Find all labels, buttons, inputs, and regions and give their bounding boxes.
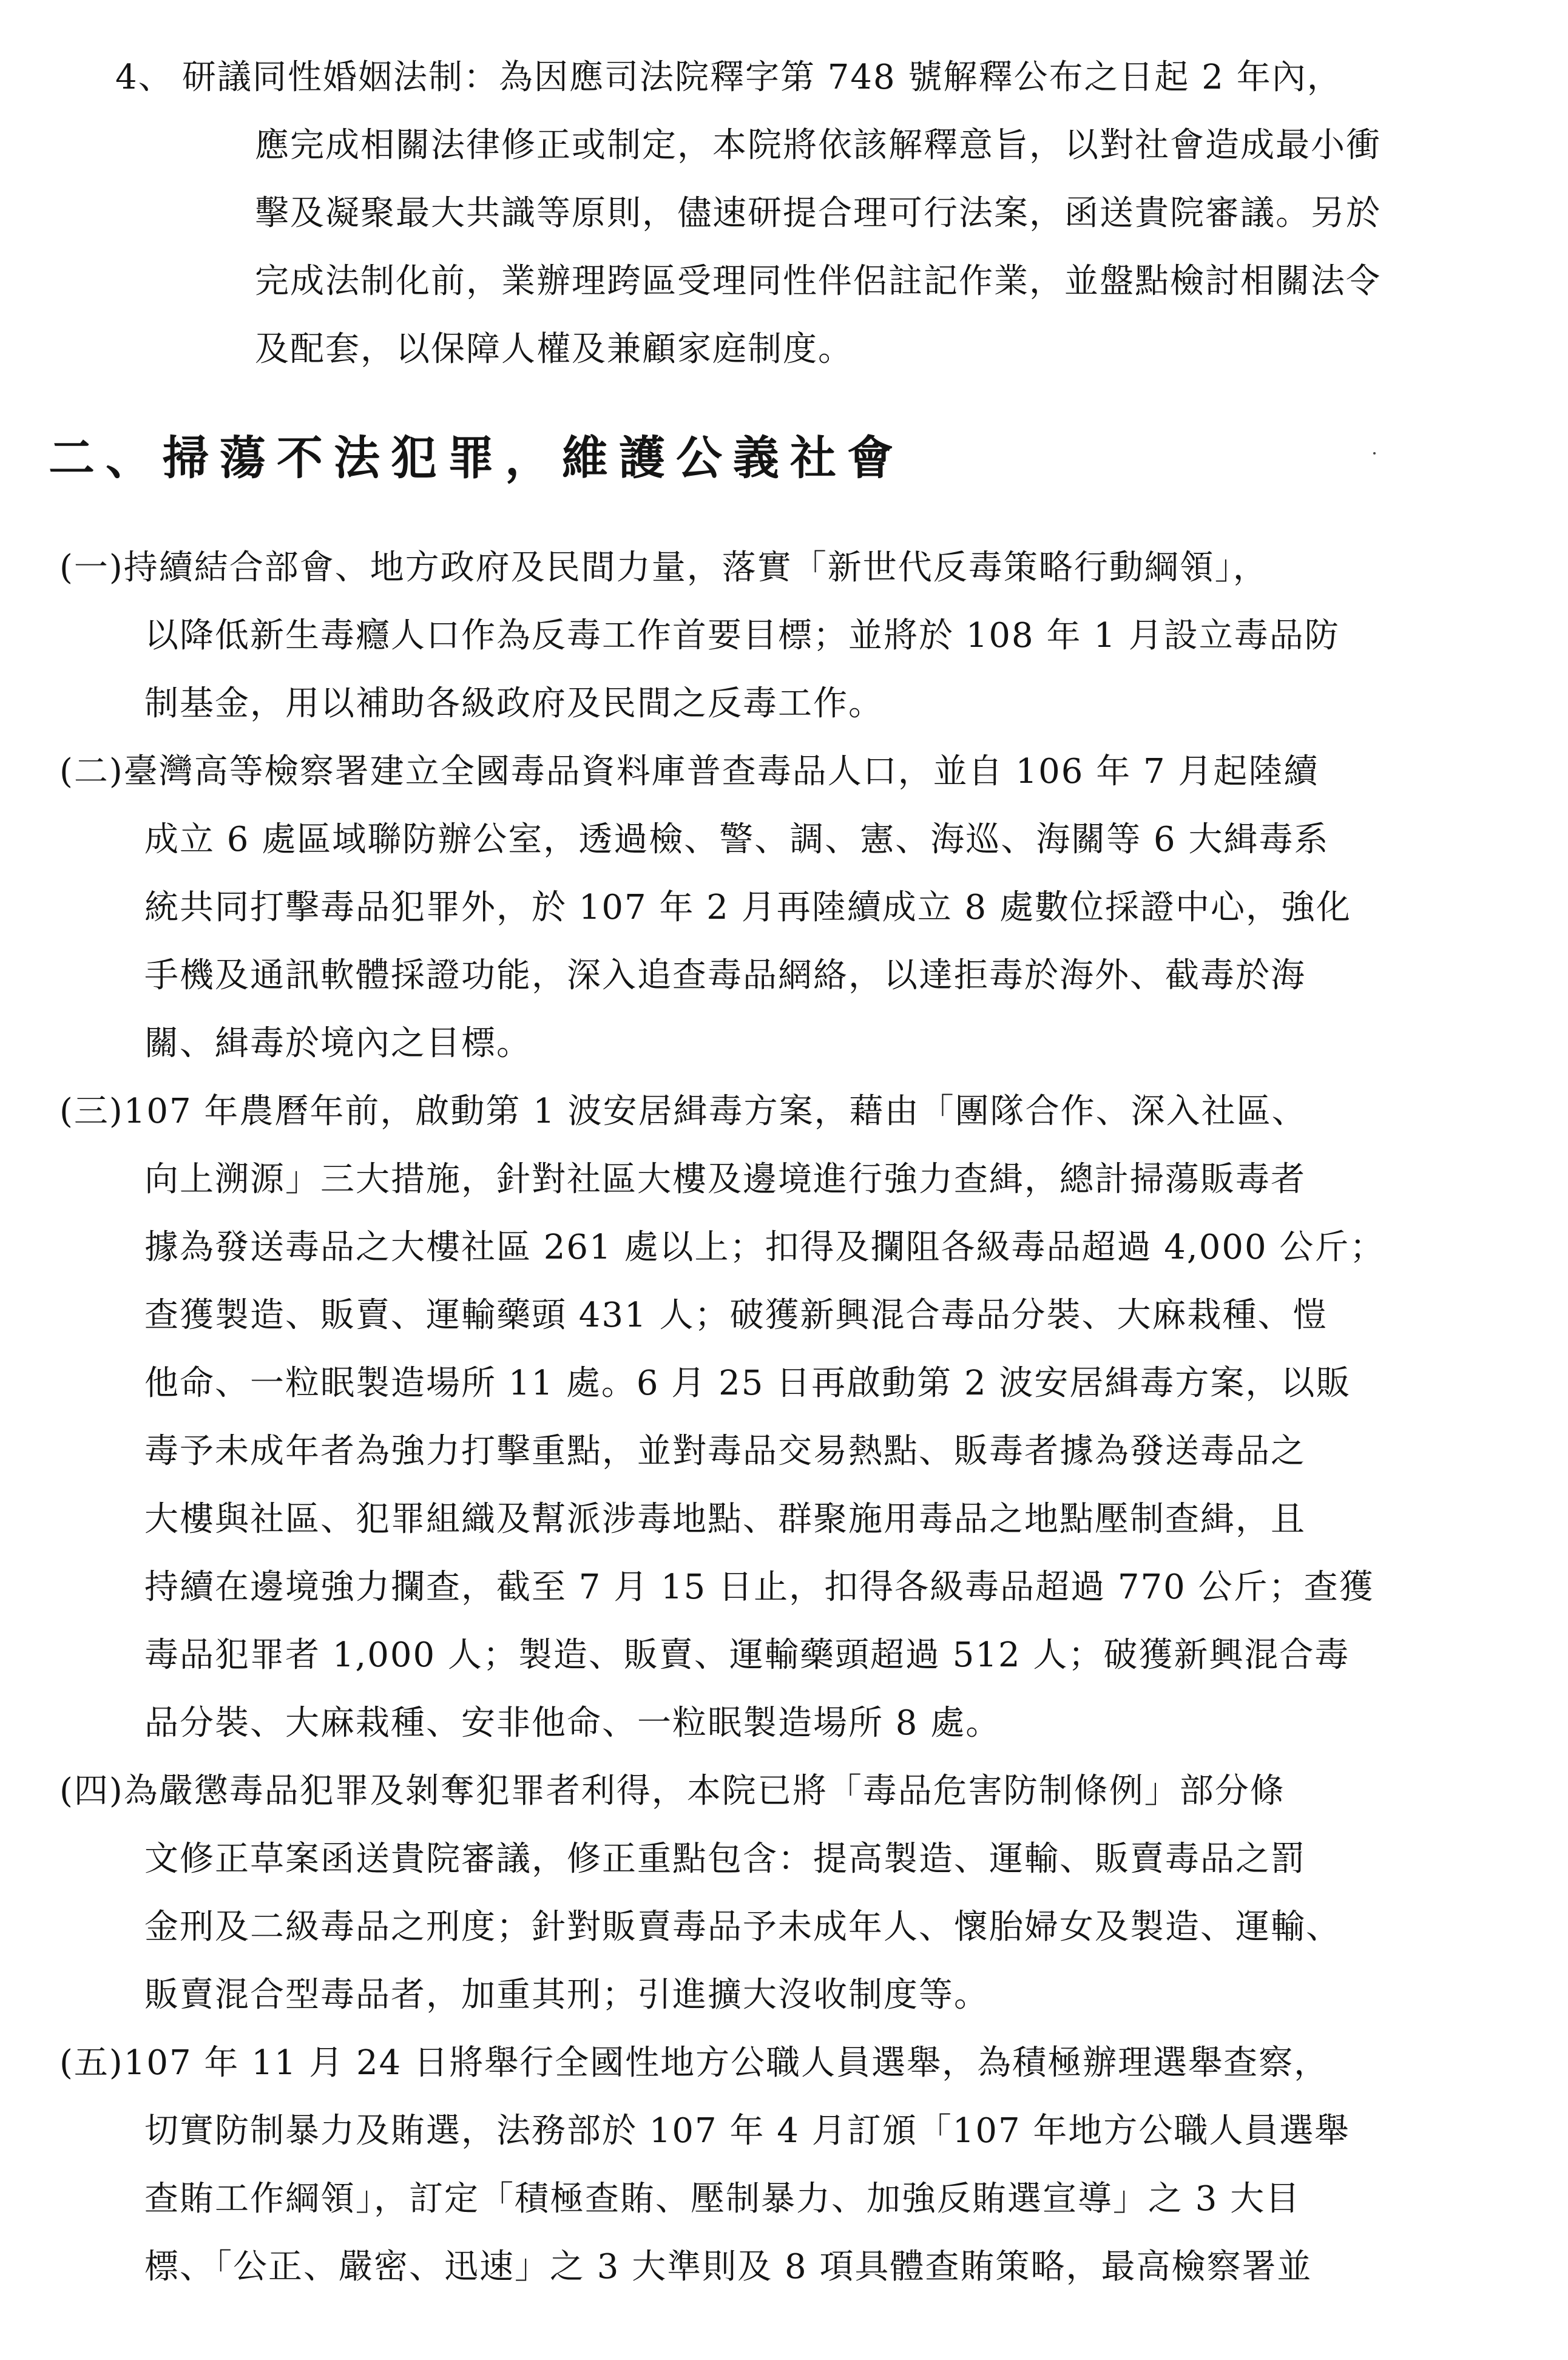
list-item-marker: (五): [59, 2043, 124, 2083]
text-line: 研議同性婚姻法制：為因應司法院釋字第 748 號解釋公布之日起 2 年內，: [182, 58, 1342, 97]
scan-speck: [1373, 452, 1376, 455]
section-heading: 二、掃蕩不法犯罪，維護公義社會: [49, 431, 904, 485]
text-line: 販賣混合型毒品者，加重其刑；引進擴大沒收制度等。: [144, 1975, 989, 2015]
text-line: 手機及通訊軟體採證功能，深入追查毒品網絡，以達拒毒於海外、截毒於海: [144, 956, 1306, 995]
text-line-content: 為嚴懲毒品犯罪及剝奪犯罪者利得，本院已將「毒品危害防制條例」部分條: [123, 1771, 1285, 1811]
text-line: 標、「公正、嚴密、迅速」之 3 大準則及 8 項具體查賄策略，最高檢察署並: [144, 2247, 1313, 2287]
text-line: 毒予未成年者為強力打擊重點，並對毒品交易熱點、販毒者據為發送毒品之: [144, 1432, 1306, 1471]
text-line-content: 107 年農曆年前，啟動第 1 波安居緝毒方案，藉由「團隊合作、深入社區、: [123, 1092, 1307, 1131]
list-item-marker: (二): [59, 752, 124, 791]
text-line: 大樓與社區、犯罪組織及幫派涉毒地點、群聚施用毒品之地點壓制查緝，且: [144, 1500, 1306, 1539]
list-item-1: [59, 534, 1492, 738]
text-line: [59, 738, 1492, 806]
text-line: 關、緝毒於境內之目標。: [144, 1024, 532, 1063]
list-item-4-sub: [59, 1757, 1492, 2029]
list-item-2: [59, 738, 1492, 1078]
text-line: [59, 2029, 1492, 2097]
text-line: 文修正草案函送貴院審議，修正重點包含：提高製造、運輸、販賣毒品之罰: [144, 1839, 1306, 1879]
text-line-content: 107 年 11 月 24 日將舉行全國性地方公職人員選舉，為積極辦理選舉查察，: [123, 2043, 1330, 2083]
text-line: 品分裝、大麻栽種、安非他命、一粒眠製造場所 8 處。: [144, 1703, 1001, 1743]
list-item-marker: 4、: [115, 58, 174, 97]
list-item-marker: (三): [59, 1092, 124, 1131]
text-line: 向上溯源」三大措施，針對社區大樓及邊境進行強力查緝，總計掃蕩販毒者: [144, 1160, 1306, 1199]
list-item-body: [182, 44, 1517, 384]
text-line: 及配套，以保障人權及兼顧家庭制度。: [255, 330, 853, 369]
text-line: 查獲製造、販賣、運輸藥頭 431 人；破獲新興混合毒品分裝、大麻栽種、愷: [144, 1296, 1328, 1335]
text-line: 完成法制化前，業辦理跨區受理同性伴侶註記作業，並盤點檢討相關法令: [255, 262, 1381, 301]
list-item-marker: (一): [59, 548, 124, 587]
text-line: 金刑及二級毒品之刑度；針對販賣毒品予未成年人、懷胎婦女及製造、運輸、: [144, 1907, 1341, 1947]
list-item-3: [59, 1078, 1492, 1757]
text-line: [59, 1757, 1492, 1825]
text-line: 以降低新生毒癮人口作為反毒工作首要目標；並將於 108 年 1 月設立毒品防: [144, 616, 1340, 655]
text-line: 切實防制暴力及賄選，法務部於 107 年 4 月訂頒「107 年地方公職人員選舉: [144, 2111, 1350, 2151]
text-line: 毒品犯罪者 1,000 人；製造、販賣、運輸藥頭超過 512 人；破獲新興混合毒: [144, 1635, 1350, 1675]
text-line: 持續在邊境強力攔查，截至 7 月 15 日止，扣得各級毒品超過 770 公斤；查獲: [144, 1567, 1374, 1607]
text-line: 他命、一粒眠製造場所 11 處。6 月 25 日再啟動第 2 波安居緝毒方案，以販: [144, 1364, 1351, 1403]
list-item-5: [59, 2029, 1492, 2301]
text-line: [59, 1078, 1492, 1146]
text-line: 制基金，用以補助各級政府及民間之反毒工作。: [144, 684, 884, 723]
text-line: 應完成相關法律修正或制定，本院將依該解釋意旨，以對社會造成最小衝: [255, 126, 1381, 165]
text-line: 成立 6 處區域聯防辦公室，透過檢、警、調、憲、海巡、海關等 6 大緝毒系: [144, 820, 1330, 859]
text-line: 擊及凝聚最大共識等原則，儘速研提合理可行法案，函送貴院審議。另於: [255, 194, 1381, 233]
text-line: 統共同打擊毒品犯罪外，於 107 年 2 月再陸續成立 8 處數位採證中心，強化: [144, 888, 1351, 927]
text-line-content: 臺灣高等檢察署建立全國毒品資料庫普查毒品人口，並自 106 年 7 月起陸續: [123, 752, 1319, 791]
text-line-content: 持續結合部會、地方政府及民間力量，落實「新世代反毒策略行動綱領」，: [123, 548, 1268, 587]
text-line: 據為發送毒品之大樓社區 261 處以上；扣得及攔阻各級毒品超過 4,000 公斤；: [144, 1228, 1385, 1267]
list-item-marker: (四): [59, 1771, 124, 1811]
text-line: 查賄工作綱領」，訂定「積極查賄、壓制暴力、加強反賄選宣導」之 3 大目: [144, 2179, 1301, 2219]
text-line: [59, 534, 1492, 602]
